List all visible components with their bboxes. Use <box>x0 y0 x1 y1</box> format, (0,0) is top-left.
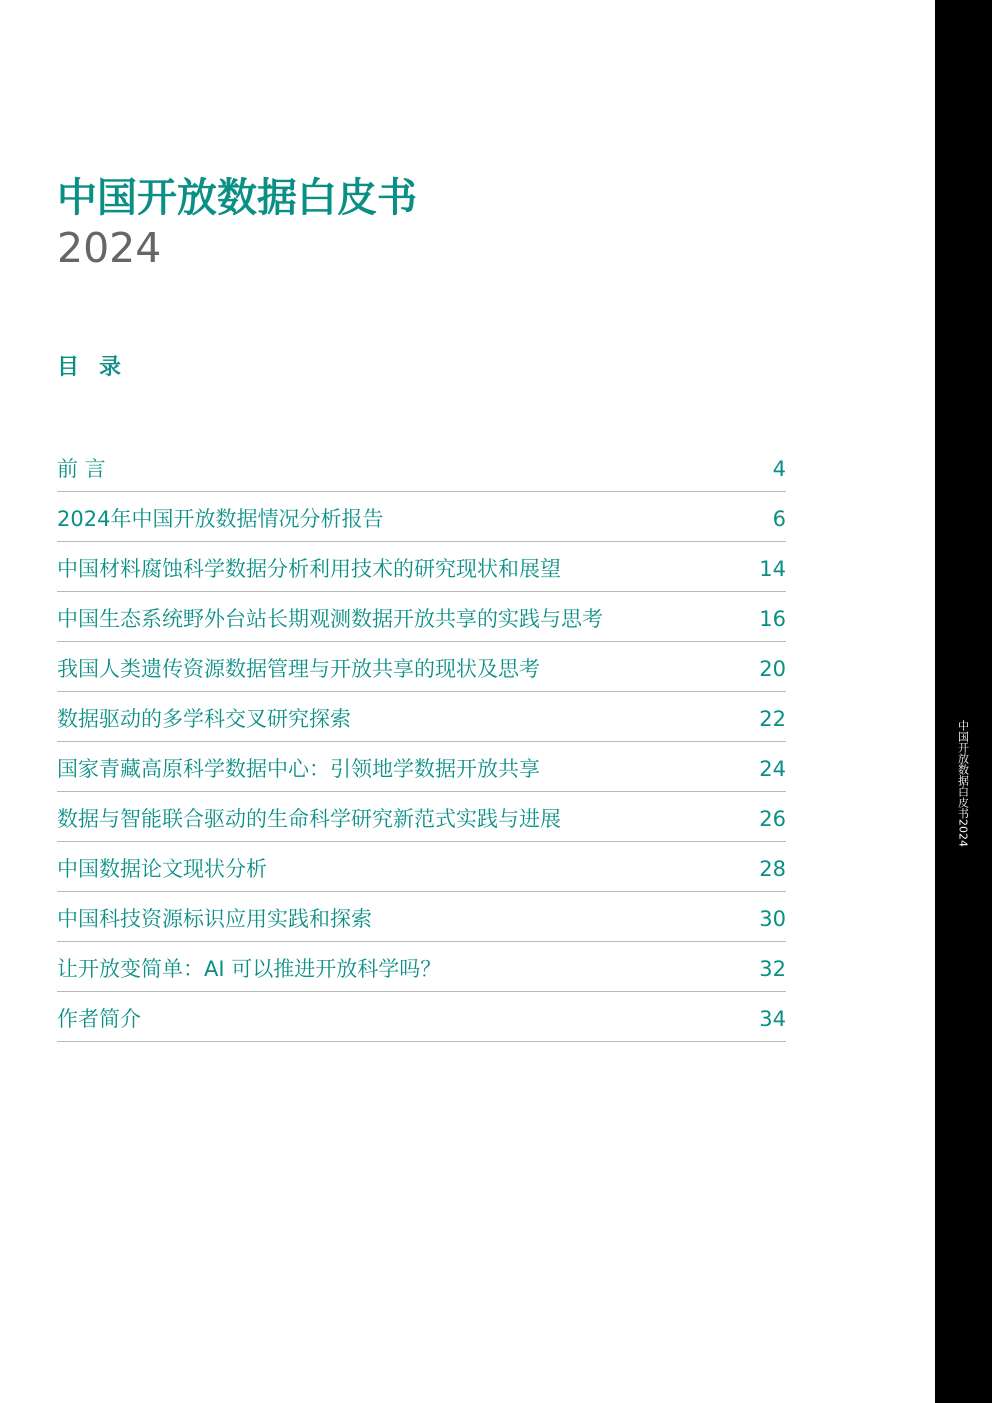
toc-entry-interdisciplinary-research[interactable] <box>57 692 786 742</box>
toc-entry-title: 前 言 <box>57 457 106 481</box>
toc-entry-data-papers[interactable] <box>57 842 786 892</box>
toc-entry-title: 让开放变简单：AI 可以推进开放科学吗？ <box>57 957 442 981</box>
toc-entry-title: 中国材料腐蚀科学数据分析利用技术的研究现状和展望 <box>57 557 561 581</box>
toc-entry-title: 中国生态系统野外台站长期观测数据开放共享的实践与思考 <box>57 607 603 631</box>
toc-entry-life-science-paradigm[interactable] <box>57 792 786 842</box>
document-title: 中国开放数据白皮书 <box>57 175 417 221</box>
toc-entry-open-data-report[interactable] <box>57 492 786 542</box>
toc-entry-human-genetic-resources[interactable] <box>57 642 786 692</box>
toc-entry-title: 数据驱动的多学科交叉研究探索 <box>57 707 351 731</box>
table-of-contents <box>57 442 786 1042</box>
toc-entry-page: 26 <box>759 807 786 831</box>
toc-entry-page: 34 <box>759 1007 786 1031</box>
toc-entry-page: 6 <box>772 507 786 531</box>
toc-entry-tibetan-plateau-center[interactable] <box>57 742 786 792</box>
toc-entry-title: 数据与智能联合驱动的生命科学研究新范式实践与进展 <box>57 807 561 831</box>
toc-entry-page: 30 <box>759 907 786 931</box>
side-bar <box>935 0 992 1403</box>
toc-entry-title: 2024年中国开放数据情况分析报告 <box>57 507 384 531</box>
toc-entry-ai-open-science[interactable] <box>57 942 786 992</box>
toc-entry-title: 我国人类遗传资源数据管理与开放共享的现状及思考 <box>57 657 540 681</box>
toc-entry-page: 20 <box>759 657 786 681</box>
toc-entry-title: 中国科技资源标识应用实践和探索 <box>57 907 372 931</box>
toc-entry-preface[interactable] <box>57 442 786 492</box>
toc-entry-authors[interactable] <box>57 992 786 1042</box>
toc-heading: 目录 <box>57 355 142 380</box>
toc-entry-page: 28 <box>759 857 786 881</box>
toc-entry-title: 作者简介 <box>57 1007 141 1031</box>
toc-entry-resource-identifiers[interactable] <box>57 892 786 942</box>
toc-entry-page: 24 <box>759 757 786 781</box>
toc-entry-page: 32 <box>759 957 786 981</box>
side-label: 中国开放数据白皮书2024 <box>956 720 970 847</box>
toc-entry-page: 22 <box>759 707 786 731</box>
document-year: 2024 <box>57 224 162 272</box>
toc-entry-page: 16 <box>759 607 786 631</box>
toc-entry-ecosystem-stations[interactable] <box>57 592 786 642</box>
toc-entry-page: 4 <box>772 457 786 481</box>
toc-entry-title: 中国数据论文现状分析 <box>57 857 267 881</box>
toc-entry-page: 14 <box>759 557 786 581</box>
toc-entry-material-corrosion[interactable] <box>57 542 786 592</box>
toc-entry-title: 国家青藏高原科学数据中心：引领地学数据开放共享 <box>57 757 540 781</box>
